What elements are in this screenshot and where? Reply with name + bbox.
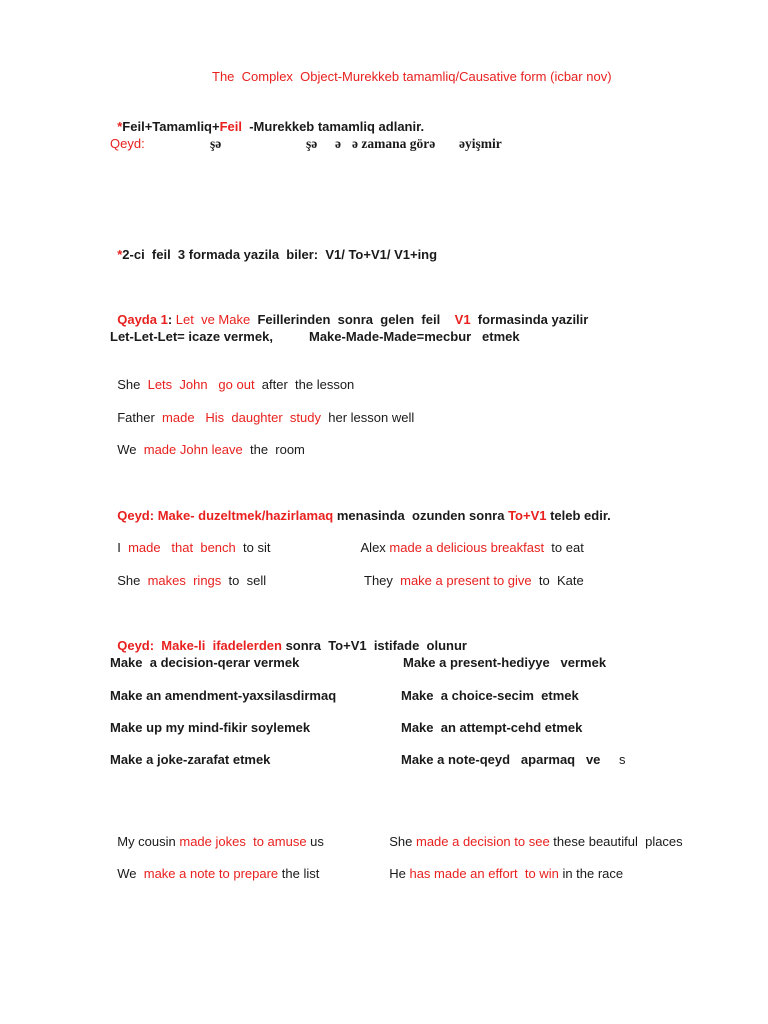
example-highlight: makes rings bbox=[147, 573, 222, 588]
example-plain: after the lesson bbox=[254, 377, 355, 392]
example-plain: He bbox=[389, 866, 410, 881]
let-definition: Let-Let-Let= icaze vermek, bbox=[110, 329, 273, 344]
phrase-left: Make a joke-zarafat etmek bbox=[110, 752, 271, 767]
example-plain: her lesson well bbox=[321, 410, 415, 425]
forms-line bbox=[110, 231, 437, 263]
rule1-label: Qayda 1 bbox=[117, 312, 168, 327]
qeyd-make-red2: To+V1 bbox=[508, 508, 547, 523]
qeyd-make-mid: menasinda ozunden sonra bbox=[333, 508, 509, 523]
rule1-v1: V1 bbox=[454, 312, 471, 327]
example-plain: They bbox=[364, 573, 401, 588]
example-plain: She bbox=[117, 573, 148, 588]
rule1-red: Let ve Make bbox=[172, 312, 251, 327]
rule1-mid: Feillerinden sonra gelen feil bbox=[250, 312, 455, 327]
example-highlight: has made an effort to win bbox=[409, 866, 559, 881]
example3-left bbox=[110, 818, 324, 850]
qeyd-top-word-5: əyişmir bbox=[459, 136, 502, 151]
example-plain: We bbox=[117, 866, 144, 881]
example3-right bbox=[382, 818, 683, 850]
example-plain: to Kate bbox=[531, 573, 584, 588]
phrase-left: Make an amendment-yaxsilasdirmaq bbox=[110, 688, 337, 703]
rule1-colon: : bbox=[167, 312, 173, 327]
example3-right bbox=[382, 850, 623, 882]
example1-row bbox=[110, 426, 305, 458]
formula-part3: -Murekkeb tamamliq adlanir. bbox=[242, 119, 425, 134]
example3-left bbox=[110, 850, 319, 882]
example-highlight: made jokes to amuse bbox=[179, 834, 307, 849]
example2-right bbox=[357, 557, 584, 589]
example-plain: in the race bbox=[558, 866, 624, 881]
example-highlight: make a present to give bbox=[400, 573, 532, 588]
formula-line bbox=[110, 103, 424, 135]
example1-row bbox=[110, 394, 414, 426]
qeyd-top-word-3: ə bbox=[335, 136, 341, 151]
qeyd-top-word-4: ə zamana görə bbox=[352, 136, 436, 151]
example-highlight: Lets John go out bbox=[147, 377, 255, 392]
example-highlight: make a note to prepare bbox=[143, 866, 279, 881]
example-plain: to sit bbox=[235, 540, 271, 555]
example2-left bbox=[110, 524, 270, 556]
page-title: The Complex Object-Murekkeb tamamliq/Causative form (icbar nov) bbox=[212, 69, 612, 84]
example-plain: to eat bbox=[544, 540, 584, 555]
qeyd-makeli-red: Qeyd: Make-li ifadelerden bbox=[117, 638, 282, 653]
phrase-right: Make a choice-secim etmek bbox=[401, 688, 579, 703]
example-highlight: made a delicious breakfast bbox=[389, 540, 545, 555]
example1-row bbox=[110, 361, 354, 393]
example-plain: She bbox=[389, 834, 416, 849]
example-plain: the list bbox=[278, 866, 320, 881]
example-plain: to sell bbox=[221, 573, 267, 588]
example-highlight: made that bench bbox=[128, 540, 236, 555]
example-plain: the room bbox=[242, 442, 305, 457]
example-plain: We bbox=[117, 442, 144, 457]
qeyd-make-red: Qeyd: Make- duzeltmek/hazirlamaq bbox=[117, 508, 334, 523]
formula-part2: Feil bbox=[219, 119, 242, 134]
qeyd-top-label: Qeyd: bbox=[110, 136, 145, 151]
example-highlight: made a decision to see bbox=[415, 834, 550, 849]
qeyd-top-word-2: şə bbox=[306, 136, 318, 151]
phrase-tail: s bbox=[619, 752, 626, 767]
qeyd-makeli-end: sonra To+V1 istifade olunur bbox=[281, 638, 467, 653]
example2-left bbox=[110, 557, 266, 589]
example-highlight: made John leave bbox=[143, 442, 243, 457]
qeyd-makeli-line bbox=[110, 622, 467, 654]
rule1-line bbox=[110, 296, 588, 328]
phrase-right: Make a present-hediyye vermek bbox=[403, 655, 607, 670]
formula-star: * bbox=[117, 119, 123, 134]
example-plain: She bbox=[117, 377, 148, 392]
phrase-right: Make an attempt-cehd etmek bbox=[401, 720, 583, 735]
formula-part1: Feil+Tamamliq+ bbox=[122, 119, 220, 134]
make-definition: Make-Made-Made=mecbur etmek bbox=[309, 329, 520, 344]
phrase-left: Make a decision-qerar vermek bbox=[110, 655, 300, 670]
example-highlight: made His daughter study bbox=[162, 410, 322, 425]
example-plain: us bbox=[306, 834, 324, 849]
qeyd-top-word-1: şə bbox=[210, 136, 222, 151]
qeyd-make-end: teleb edir. bbox=[546, 508, 611, 523]
example-plain: these beautiful places bbox=[549, 834, 683, 849]
example-plain: I bbox=[117, 540, 129, 555]
qeyd-make-line bbox=[110, 492, 611, 524]
forms-star: * bbox=[117, 247, 123, 262]
phrase-left: Make up my mind-fikir soylemek bbox=[110, 720, 311, 735]
example-plain: Father bbox=[117, 410, 163, 425]
example2-right bbox=[354, 524, 584, 556]
forms-text: 2-ci feil 3 formada yazila biler: V1/ To+V1/ V1+ing bbox=[122, 247, 438, 262]
rule1-end: formasinda yazilir bbox=[470, 312, 589, 327]
example-plain: Alex bbox=[360, 540, 390, 555]
phrase-right: Make a note-qeyd aparmaq ve bbox=[401, 752, 601, 767]
example-plain: My cousin bbox=[117, 834, 180, 849]
